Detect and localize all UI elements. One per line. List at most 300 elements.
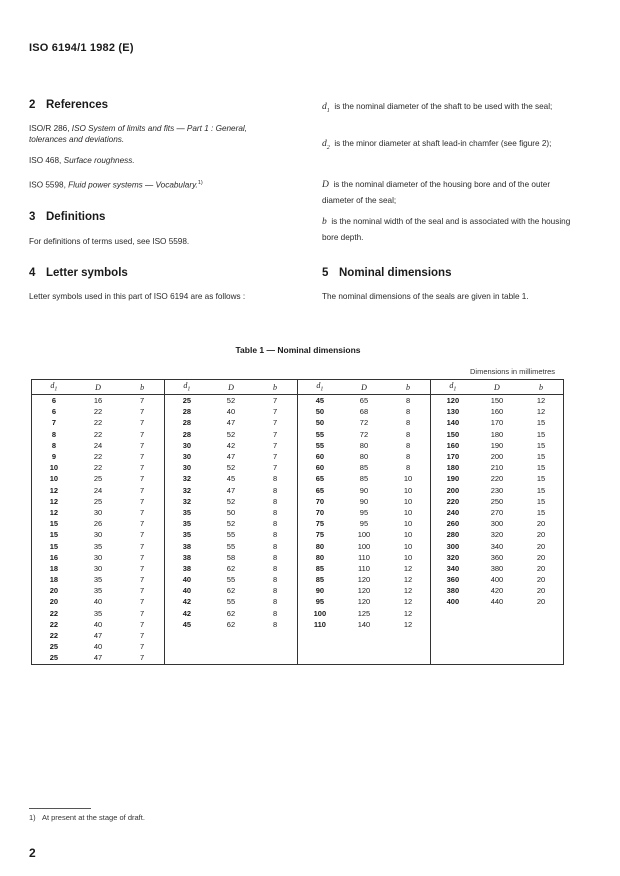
header-symbol: $d_1$ <box>50 381 58 393</box>
table-cell: 8 <box>32 440 76 451</box>
table-cell: 40 <box>182 586 192 596</box>
table-cell: 170 <box>446 452 460 462</box>
table-cell: 140 <box>357 619 371 629</box>
table-cell: 26 <box>93 519 103 529</box>
table-cell: 10 <box>386 529 430 540</box>
table-cell: 8 <box>386 395 430 407</box>
table-cell: 15 <box>519 507 563 518</box>
table-cell <box>430 608 474 619</box>
table-cell: 35 <box>93 608 103 618</box>
table-cell: 340 <box>446 563 460 573</box>
table-cell: 8 <box>253 507 297 518</box>
reference-item-3 <box>29 178 291 191</box>
table-cell: 110 <box>357 552 370 562</box>
page-number: 2 <box>29 846 36 860</box>
reference-title: Surface roughness. <box>63 156 135 165</box>
table-cell: 30 <box>182 463 192 473</box>
table-cell: 47 <box>226 418 236 428</box>
table-cell <box>519 608 563 619</box>
reference-title: Fluid power systems — Vocabulary. <box>68 180 198 190</box>
table-cell: 12 <box>32 496 76 507</box>
table-cell <box>430 619 474 630</box>
table-cell: 8 <box>253 574 297 585</box>
table-cell: 40 <box>226 407 236 417</box>
table-cell: 42 <box>226 440 236 450</box>
table-cell: 52 <box>226 519 236 529</box>
table-cell: 40 <box>93 619 103 629</box>
table-cell: 45 <box>226 474 236 484</box>
table-cell: 35 <box>93 575 103 585</box>
column-header: b <box>386 380 430 395</box>
table-cell: 7 <box>120 540 164 551</box>
table-cell: 7 <box>120 630 164 641</box>
table-cell: 22 <box>93 407 103 417</box>
table-row <box>32 585 564 596</box>
table-cell: 7 <box>120 417 164 428</box>
table-cell <box>297 652 341 664</box>
symbol-description: is the nominal width of the seal and is associated with the housing bore depth. <box>322 217 571 242</box>
table-cell: 15 <box>519 429 563 440</box>
table-cell <box>386 652 430 664</box>
table-cell: 62 <box>226 608 236 618</box>
table-cell: 15 <box>32 529 76 540</box>
table-cell <box>475 619 519 630</box>
table-cell: 80 <box>359 440 369 450</box>
table-cell <box>253 641 297 652</box>
table-cell: 8 <box>253 529 297 540</box>
table-cell: 58 <box>226 552 236 562</box>
table-cell: 25 <box>93 474 103 484</box>
table-cell: 7 <box>120 608 164 619</box>
table-cell: 7 <box>120 507 164 518</box>
table-cell: 7 <box>253 462 297 473</box>
table-cell: 250 <box>490 496 504 506</box>
table-cell: 10 <box>386 540 430 551</box>
table-cell: 7 <box>120 429 164 440</box>
table-cell: 35 <box>182 507 192 517</box>
header-symbol: $d_1$ <box>316 381 324 393</box>
table-cell: 8 <box>253 552 297 563</box>
table-cell: 22 <box>93 452 103 462</box>
table-cell <box>475 641 519 652</box>
table-cell: 72 <box>359 429 369 439</box>
table-cell: 25 <box>93 496 103 506</box>
table-cell: 45 <box>182 619 192 629</box>
table-cell: 8 <box>253 563 297 574</box>
reference-item-1 <box>29 123 287 145</box>
table-cell: 16 <box>32 552 76 563</box>
table-cell: 400 <box>490 575 504 585</box>
nominal-dimensions-number: 5 <box>322 267 329 279</box>
table-cell: 50 <box>315 407 325 417</box>
table-cell: 30 <box>182 452 192 462</box>
table-cell <box>475 608 519 619</box>
table-cell: 40 <box>93 642 103 652</box>
table-cell: 120 <box>357 575 371 585</box>
table-cell: 15 <box>519 496 563 507</box>
table-cell: 15 <box>519 485 563 496</box>
table-cell: 65 <box>315 485 325 495</box>
table-row <box>32 608 564 619</box>
table-row <box>32 485 564 496</box>
table-cell: 25 <box>182 396 192 406</box>
table-cell: 24 <box>93 485 103 495</box>
table-cell: 7 <box>120 451 164 462</box>
reference-code: ISO/R 286, <box>29 124 70 133</box>
table-row <box>32 540 564 551</box>
header-symbol: $d_1$ <box>183 381 191 393</box>
definitions-text: For definitions of terms used, see ISO 5598. <box>29 237 190 246</box>
table-cell: 10 <box>386 552 430 563</box>
table-cell: 22 <box>93 418 103 428</box>
table-cell: 7 <box>120 473 164 484</box>
table-cell: 380 <box>446 586 460 596</box>
table-cell: 15 <box>519 417 563 428</box>
table-cell: 55 <box>226 530 236 540</box>
table-cell: 7 <box>120 563 164 574</box>
table-row <box>32 574 564 585</box>
table-cell: 8 <box>253 518 297 529</box>
table-cell: 140 <box>446 418 460 428</box>
table-cell: 80 <box>359 452 369 462</box>
table-cell: 200 <box>490 452 504 462</box>
table-cell: 20 <box>519 518 563 529</box>
table-row <box>32 417 564 428</box>
references-number: 2 <box>29 99 36 111</box>
table-cell: 80 <box>315 541 325 551</box>
table-row <box>32 507 564 518</box>
symbol-letter: $d_1$ <box>322 102 330 114</box>
table-cell: 7 <box>120 596 164 607</box>
table-cell: 20 <box>519 585 563 596</box>
table-cell: 8 <box>253 608 297 619</box>
table-cell: 10 <box>386 507 430 518</box>
table-cell: 110 <box>357 563 370 573</box>
table-cell: 47 <box>226 485 236 495</box>
letter-symbols-title: Letter symbols <box>46 267 128 279</box>
table-cell: 10 <box>386 485 430 496</box>
table-cell: 30 <box>93 552 103 562</box>
table-cell: 280 <box>446 530 460 540</box>
table-cell: 10 <box>386 518 430 529</box>
table-cell: 90 <box>359 496 369 506</box>
table-cell: 32 <box>182 496 192 506</box>
table-cell: 7 <box>120 619 164 630</box>
table-cell: 340 <box>490 541 504 551</box>
table-row <box>32 518 564 529</box>
table-cell: 12 <box>519 406 563 417</box>
reference-code: ISO 468, <box>29 156 62 165</box>
reference-code: ISO 5598, <box>29 180 66 190</box>
definitions-heading <box>29 211 291 223</box>
table-cell: 210 <box>490 463 504 473</box>
column-header <box>164 380 208 395</box>
table-header-row <box>32 380 564 395</box>
table-cell: 24 <box>93 440 103 450</box>
table-cell: 230 <box>490 485 504 495</box>
table-cell: 7 <box>120 529 164 540</box>
table-row <box>32 429 564 440</box>
table-cell: 100 <box>357 541 371 551</box>
table-cell: 200 <box>446 485 460 495</box>
symbol-description: is the nominal diameter of the housing bore and of the outer diameter of the seal; <box>322 180 551 205</box>
table-cell: 12 <box>386 619 430 630</box>
footnote-divider <box>29 808 91 809</box>
references-heading <box>29 99 291 111</box>
table-row <box>32 462 564 473</box>
table-cell: 50 <box>315 418 325 428</box>
table-cell: 55 <box>226 597 236 607</box>
table-cell: 12 <box>32 507 76 518</box>
symbol-d2 <box>322 138 572 154</box>
table-cell: 7 <box>253 451 297 462</box>
table-cell: 52 <box>226 396 236 406</box>
table-cell: 20 <box>519 540 563 551</box>
column-header: D <box>209 380 253 395</box>
table-cell: 130 <box>446 407 460 417</box>
symbol-description: is the nominal diameter of the shaft to be used with the seal; <box>334 102 553 111</box>
table-cell <box>297 630 341 641</box>
column-header <box>297 380 341 395</box>
table-cell: 35 <box>182 530 192 540</box>
table-cell <box>519 652 563 664</box>
table-cell: 15 <box>519 473 563 484</box>
table-cell: 8 <box>253 473 297 484</box>
table-cell: 180 <box>490 429 504 439</box>
column-header: D <box>76 380 120 395</box>
table-cell: 55 <box>226 541 236 551</box>
reference-title: ISO System of limits and fits — Part 1 : General, tolerances and deviations. <box>29 124 247 144</box>
table-cell: 20 <box>32 585 76 596</box>
table-cell: 60 <box>315 452 325 462</box>
table-cell <box>342 630 386 641</box>
table-cell: 55 <box>315 440 325 450</box>
document-id: ISO 6194/1 1982 (E) <box>29 42 134 54</box>
table-cell: 22 <box>93 463 103 473</box>
table-cell: 60 <box>315 463 325 473</box>
table-cell: 20 <box>519 574 563 585</box>
table-row <box>32 652 564 664</box>
table-cell: 95 <box>315 597 325 607</box>
letter-symbols-text: Letter symbols used in this part of ISO 6194 are as follows : <box>29 292 246 301</box>
table-cell: 55 <box>315 429 325 439</box>
table-cell: 7 <box>253 395 297 407</box>
table-cell: 95 <box>359 519 369 529</box>
table-cell: 10 <box>386 496 430 507</box>
table-cell <box>209 630 253 641</box>
table-cell: 25 <box>32 652 76 664</box>
table-cell: 380 <box>490 563 504 573</box>
table-cell <box>253 652 297 664</box>
symbol-D <box>322 179 572 206</box>
table-cell <box>386 630 430 641</box>
table-cell: 7 <box>32 417 76 428</box>
table-cell: 18 <box>32 574 76 585</box>
table-cell: 7 <box>120 574 164 585</box>
table-cell <box>519 630 563 641</box>
footnote-mark: 1) <box>29 813 36 822</box>
table-cell: 6 <box>32 395 76 407</box>
table-cell: 100 <box>357 530 371 540</box>
table-cell: 75 <box>315 530 325 540</box>
table-cell: 8 <box>386 462 430 473</box>
column-header: b <box>519 380 563 395</box>
letter-symbols-number: 4 <box>29 267 36 279</box>
table-cell: 220 <box>490 474 504 484</box>
table-cell: 80 <box>315 552 325 562</box>
table-cell: 300 <box>446 541 460 551</box>
table-cell <box>430 652 474 664</box>
table-cell: 52 <box>226 429 236 439</box>
table-cell <box>297 641 341 652</box>
table-cell: 7 <box>120 395 164 407</box>
table-cell: 160 <box>446 440 460 450</box>
table-cell: 95 <box>359 507 369 517</box>
table-cell: 38 <box>182 541 192 551</box>
table-cell: 270 <box>490 507 504 517</box>
table-cell: 12 <box>519 395 563 407</box>
table-cell: 8 <box>253 619 297 630</box>
table-cell: 8 <box>386 417 430 428</box>
column-header <box>32 380 76 395</box>
table-cell <box>164 641 208 652</box>
table-cell: 12 <box>386 563 430 574</box>
table-row <box>32 529 564 540</box>
table-cell <box>430 641 474 652</box>
table-cell: 75 <box>315 519 325 529</box>
table-cell: 16 <box>93 396 103 406</box>
footnote <box>29 813 145 822</box>
references-title: References <box>46 99 109 111</box>
table-cell: 90 <box>315 586 325 596</box>
table-cell: 8 <box>386 451 430 462</box>
table-cell: 9 <box>32 451 76 462</box>
table-cell: 15 <box>32 540 76 551</box>
table-cell: 20 <box>519 596 563 607</box>
table-cell: 8 <box>253 540 297 551</box>
table-cell: 47 <box>76 652 120 664</box>
symbol-letter: D <box>322 180 329 190</box>
table-cell: 40 <box>182 575 192 585</box>
table-cell: 22 <box>32 619 76 630</box>
table-row <box>32 641 564 652</box>
table-row <box>32 395 564 407</box>
table-cell: 150 <box>446 429 460 439</box>
table-cell: 30 <box>93 507 103 517</box>
symbol-b <box>322 216 572 243</box>
table-cell: 8 <box>253 485 297 496</box>
table-cell: 85 <box>359 463 369 473</box>
table-row <box>32 440 564 451</box>
table-cell: 15 <box>519 462 563 473</box>
table-cell: 55 <box>226 575 236 585</box>
table-cell: 8 <box>386 406 430 417</box>
table-row <box>32 619 564 630</box>
table-cell: 10 <box>32 473 76 484</box>
table-cell: 28 <box>182 418 192 428</box>
table-title: Table 1 — Nominal dimensions <box>235 345 361 355</box>
table-cell: 7 <box>253 406 297 417</box>
table-cell: 85 <box>359 474 369 484</box>
table-cell: 7 <box>120 652 164 664</box>
table-cell: 7 <box>253 440 297 451</box>
table-cell <box>342 652 386 664</box>
table-cell: 12 <box>386 596 430 607</box>
symbol-letter: $d_2$ <box>322 139 330 151</box>
table-cell: 47 <box>93 631 103 641</box>
table-cell: 25 <box>32 641 76 652</box>
table-cell <box>253 630 297 641</box>
symbol-d1 <box>322 101 572 117</box>
nominal-dimensions-text: The nominal dimensions of the seals are given in table 1. <box>322 292 529 301</box>
table-cell: 7 <box>120 585 164 596</box>
table-cell: 70 <box>315 496 325 506</box>
column-header <box>430 380 474 395</box>
column-header: D <box>475 380 519 395</box>
table-cell: 15 <box>519 451 563 462</box>
table-cell: 47 <box>226 452 236 462</box>
table-cell: 120 <box>446 396 460 406</box>
table-cell <box>386 641 430 652</box>
table-cell: 20 <box>519 563 563 574</box>
table-row <box>32 473 564 484</box>
table-cell: 35 <box>182 519 192 529</box>
header-symbol: $d_1$ <box>449 381 457 393</box>
table-cell <box>430 630 474 641</box>
table-cell <box>342 641 386 652</box>
table-cell: 52 <box>226 463 236 473</box>
table-cell: 320 <box>490 530 504 540</box>
table-cell: 22 <box>93 429 103 439</box>
table-cell: 10 <box>386 473 430 484</box>
table-row <box>32 596 564 607</box>
table-cell: 8 <box>253 596 297 607</box>
table-cell: 260 <box>446 519 460 529</box>
reference-item-2 <box>29 155 291 166</box>
table-cell <box>209 652 253 664</box>
table-cell: 170 <box>490 418 504 428</box>
table-cell: 7 <box>120 518 164 529</box>
table-cell: 62 <box>226 563 236 573</box>
table-cell: 7 <box>120 641 164 652</box>
table-cell <box>164 652 208 664</box>
letter-symbols-heading <box>29 267 291 279</box>
table-cell: 7 <box>120 462 164 473</box>
table-cell <box>164 630 208 641</box>
table-cell: 320 <box>446 552 460 562</box>
table-row <box>32 451 564 462</box>
nominal-dimensions-title: Nominal dimensions <box>339 267 452 279</box>
table-row <box>32 563 564 574</box>
table-cell: 62 <box>226 619 236 629</box>
table-cell: 28 <box>182 429 192 439</box>
table-cell: 90 <box>359 485 369 495</box>
table-cell: 85 <box>315 575 325 585</box>
definitions-title: Definitions <box>46 211 106 223</box>
table-cell: 300 <box>490 519 504 529</box>
table-cell: 30 <box>93 563 103 573</box>
table-cell: 400 <box>446 597 460 607</box>
table-cell: 70 <box>315 507 325 517</box>
table-cell: 120 <box>357 597 371 607</box>
table-cell: 35 <box>93 586 103 596</box>
table-cell: 440 <box>490 597 504 607</box>
symbol-description: is the minor diameter at shaft lead-in chamfer (see figure 2); <box>334 139 552 148</box>
table-cell: 20 <box>32 596 76 607</box>
table-cell: 68 <box>359 407 369 417</box>
table-row <box>32 496 564 507</box>
table-cell: 62 <box>226 586 236 596</box>
